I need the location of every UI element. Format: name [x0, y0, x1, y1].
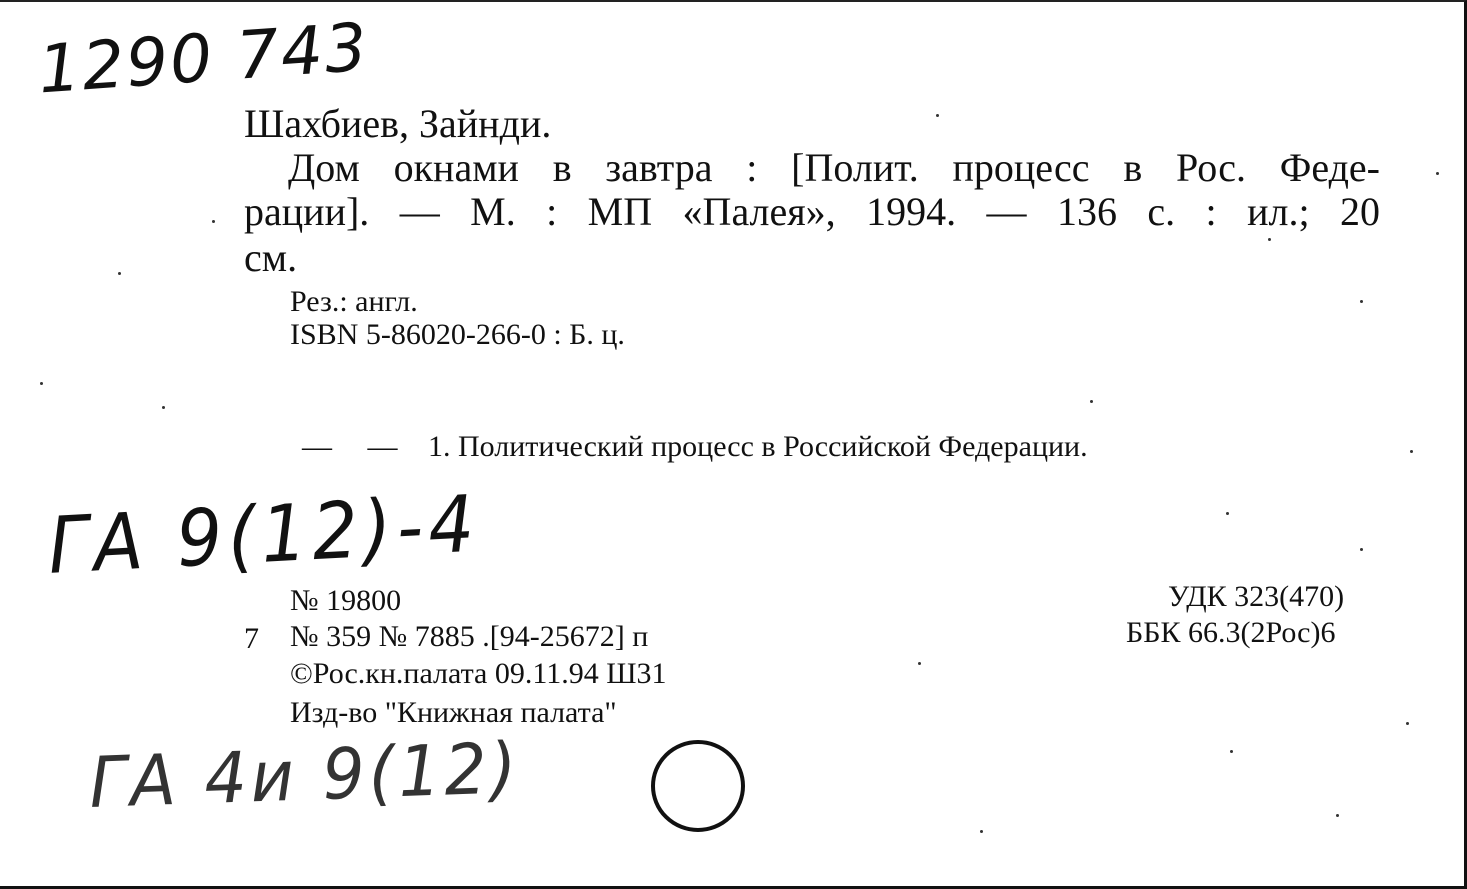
copyright-line: ©Рос.кн.палата 09.11.94 Ш31 — [290, 657, 667, 690]
isbn-line: ISBN 5-86020-266-0 : Б. ц. — [290, 318, 625, 351]
speck — [118, 272, 121, 275]
speck — [1268, 238, 1271, 241]
publisher-line: Изд-во "Книжная палата" — [290, 696, 617, 729]
speck — [1336, 814, 1339, 817]
speck — [1230, 750, 1233, 753]
handwritten-shelfmark-1: ГА 9(12)-4 — [46, 479, 482, 592]
title-line-1: Дом окнами в завтра : [Полит. процесс в Рос. Феде- — [288, 145, 1380, 190]
handwritten-inventory-number: 1290 743 — [35, 8, 372, 109]
speck — [1226, 512, 1229, 515]
speck — [1090, 400, 1093, 403]
subject-heading: 1. Политический процесс в Российской Федерации. — [428, 430, 1088, 463]
handwritten-shelfmark-2: ГА 4и 9(12) — [88, 726, 522, 824]
speck — [1360, 548, 1363, 551]
author-heading: Шахбиев, Зайнди. — [244, 101, 552, 146]
udk-code: УДК 323(470) — [1168, 580, 1345, 613]
speck — [936, 114, 939, 117]
speck — [1360, 300, 1363, 303]
record-number: № 19800 — [290, 584, 402, 617]
speck — [162, 406, 165, 409]
speck — [980, 830, 983, 833]
speck — [1436, 172, 1439, 175]
summary-note: Рез.: англ. — [290, 285, 418, 318]
speck — [1410, 450, 1413, 453]
speck — [918, 662, 921, 665]
speck — [40, 382, 43, 385]
punch-hole-circle — [648, 736, 748, 836]
title-line-3: см. — [244, 235, 298, 280]
speck — [212, 220, 215, 223]
margin-mark: 7 — [244, 622, 259, 655]
subject-dash: — — — [302, 430, 412, 463]
title-line-2: рации]. — М. : МП «Палея», 1994. — 136 с. : ил.; 20 — [244, 189, 1380, 234]
bbk-code: ББК 66.3(2Рос)6 — [1126, 616, 1336, 649]
speck — [1406, 722, 1409, 725]
registration-numbers: № 359 № 7885 .[94-25672] п — [290, 620, 649, 653]
